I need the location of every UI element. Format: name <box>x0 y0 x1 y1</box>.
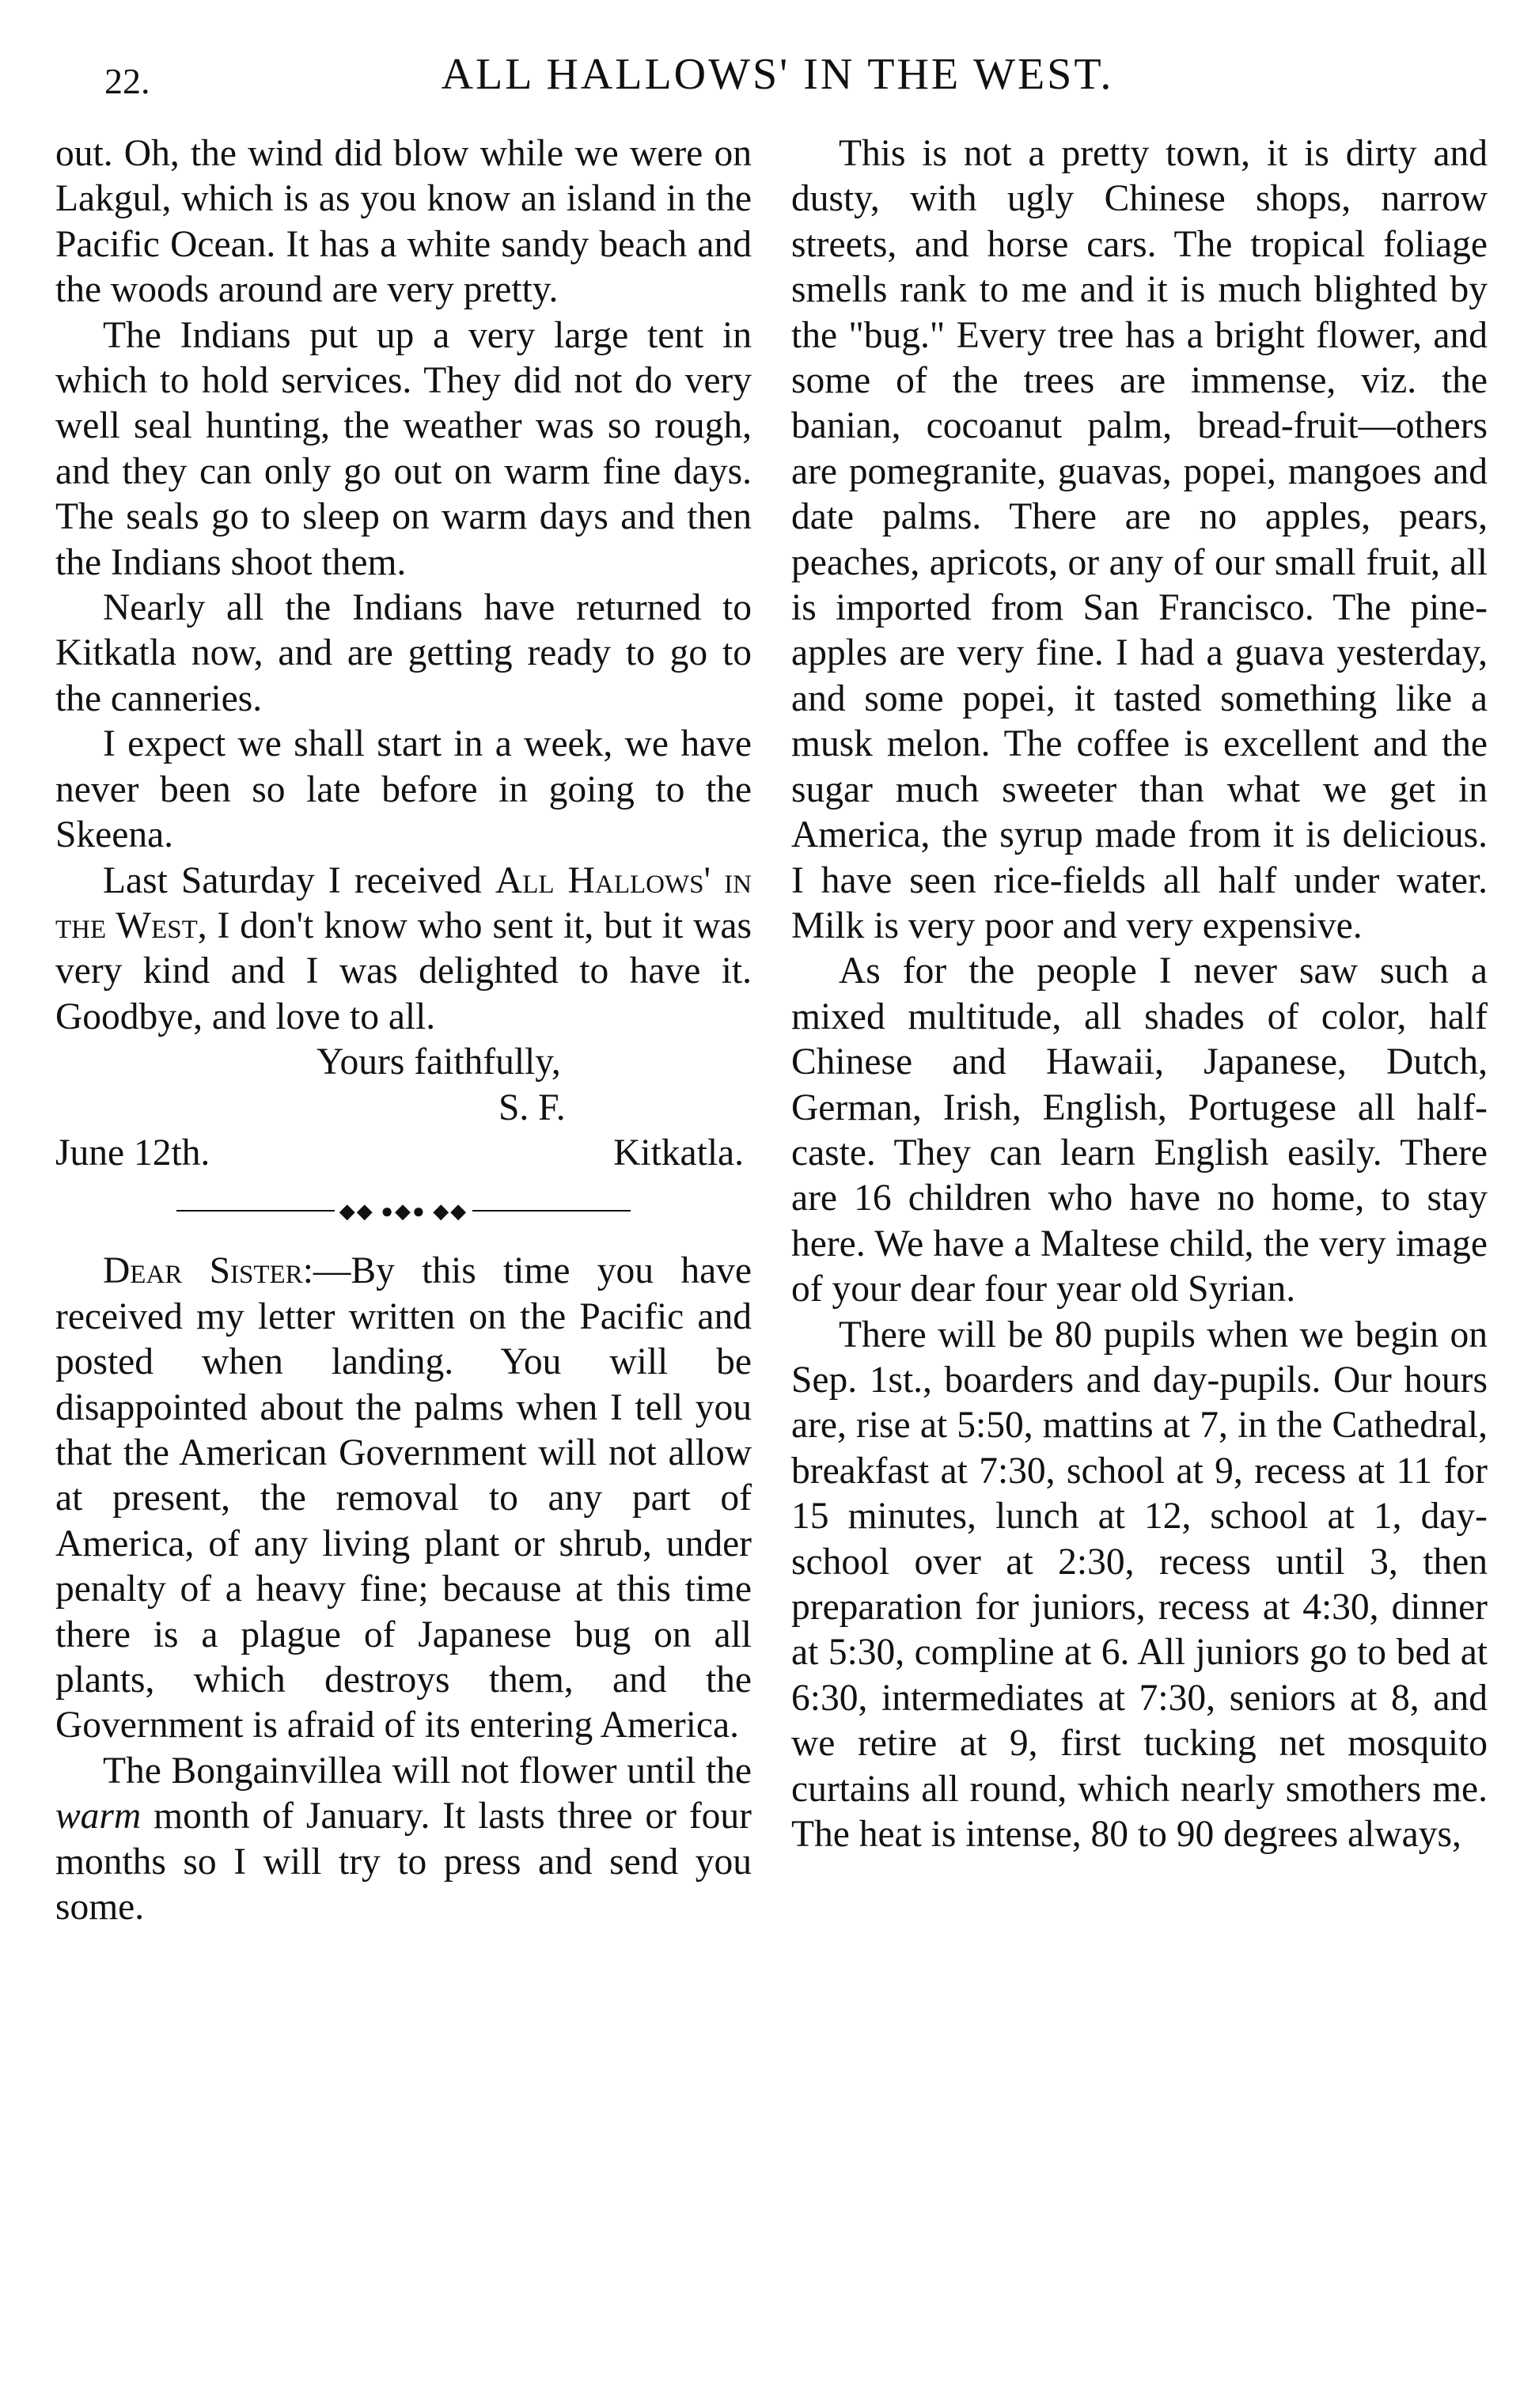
paragraph: There will be 80 pupils when we begin on Sep. 1st., boarders and day-pupils. Our hours are, rise at 5:50, mattins at 7, in the Cathedral, breakfast at 7:30, school at 9, recess at 11 for 15 minutes, lunch at 12, school at 1, day-school over at 2:30, recess until 3, then preparation for juniors, recess at 4:30, dinner at 5:30, compline at 6. All juniors go to bed at 6:30, intermediates at 7:30, seniors at 8, and we retire at 9, first tucking net mosquito curtains all round, which nearly smothers me. The heat is intense, 80 to 90 degrees always, <box>791 1314 1488 1856</box>
text-run: :—By this time you have received my letter written on the Pacific and posted when landing. You will be disappointed about the palms when I tell you that the American Government will not allow at present, the removal to any part of America, of any living plant or shrub, under penalty of a heavy fine; because at this time there is a plague of Japanese bug on all plants, which destroys them, and the Government is afraid of its entering America. <box>55 1250 752 1746</box>
right-column <box>791 131 1488 1857</box>
emphasis: warm <box>55 1796 142 1837</box>
text-run: , I don't know who sent it, but it was very kind and I was delighted to have it. Goodbye, and love to all. <box>55 904 752 1037</box>
letter-date: June 12th. <box>55 1132 210 1174</box>
paragraph: The Indians put up a very large tent in which to hold services. They did not do very well seal hunting, the weather was so rough, and they can only go out on warm fine days. The seals go to sleep on warm days and then the Indians shoot them. <box>55 314 752 583</box>
running-title: ALL HALLOWS' IN THE WEST. <box>441 50 1114 99</box>
paragraph: out. Oh, the wind did blow while we were on Lakgul, which is as you know an island in the Pacific Ocean. It has a white sandy beach and the woods around are very pretty. <box>55 133 752 311</box>
letter-place: Kitkatla. <box>613 1132 744 1174</box>
letter-closing: Yours faithfully, <box>317 1041 561 1083</box>
divider-rule <box>472 1210 631 1212</box>
text-run: month of January. It lasts three or four months so I will try to press and send you some. <box>55 1796 752 1928</box>
dateline <box>55 1131 752 1176</box>
paragraph: As for the people I never saw such a mixed multitude, all shades of color, half Chinese and Hawaii, Japanese, Dutch, German, Irish, English, Portugese all half-caste. They can learn English easily. There are 16 children who have no home, to stay here. We have a Maltese child, the very image of your dear four year old Syrian. <box>791 950 1488 1310</box>
letter-initials: S. F. <box>498 1086 566 1128</box>
paragraph: This is not a pretty town, it is dirty and dusty, with ugly Chinese shops, narrow streets, and horse cars. The tropical foliage smells rank to me and it is much blighted by the "bug." Every tree has a bright flower, and some of the trees are immense, viz. the banian, cocoanut palm, bread-fruit—others are pomegranite, guavas, popei, mangoes and date palms. There are no apples, pears, peaches, apricots, or any of our small fruit, all is imported from San Francisco. The pine-apples are very fine. I had a guava yesterday, and some popei, it tasted something like a musk melon. The coffee is excellent and the sugar much sweeter than what we get in America, the syrup made from it is delicious. I have seen rice-fields all half under water. Milk is very poor and very expensive. <box>791 133 1488 946</box>
page-number: 22. <box>104 61 150 101</box>
publication-title: All Hallows' in the West <box>55 859 752 946</box>
paragraph: Nearly all the Indians have returned to Kitkatla now, and are getting ready to go to the canneries. <box>55 587 752 719</box>
text-run: Last Saturday I received <box>103 859 495 901</box>
section-divider <box>55 1187 752 1234</box>
divider-rule <box>176 1210 335 1212</box>
divider-ornament: ◆◆ ●◆● ◆◆ <box>339 1199 468 1223</box>
paragraph: I expect we shall start in a week, we have never been so late before in going to the Skeena. <box>55 723 752 856</box>
page-header <box>63 49 1492 112</box>
left-column <box>55 131 752 1930</box>
salutation: Dear Sister <box>103 1250 303 1292</box>
paragraph <box>55 859 752 1041</box>
paragraph <box>55 1749 752 1931</box>
text-run: The Bongainvillea will not flower until the <box>103 1750 752 1792</box>
paragraph <box>55 1249 752 1748</box>
